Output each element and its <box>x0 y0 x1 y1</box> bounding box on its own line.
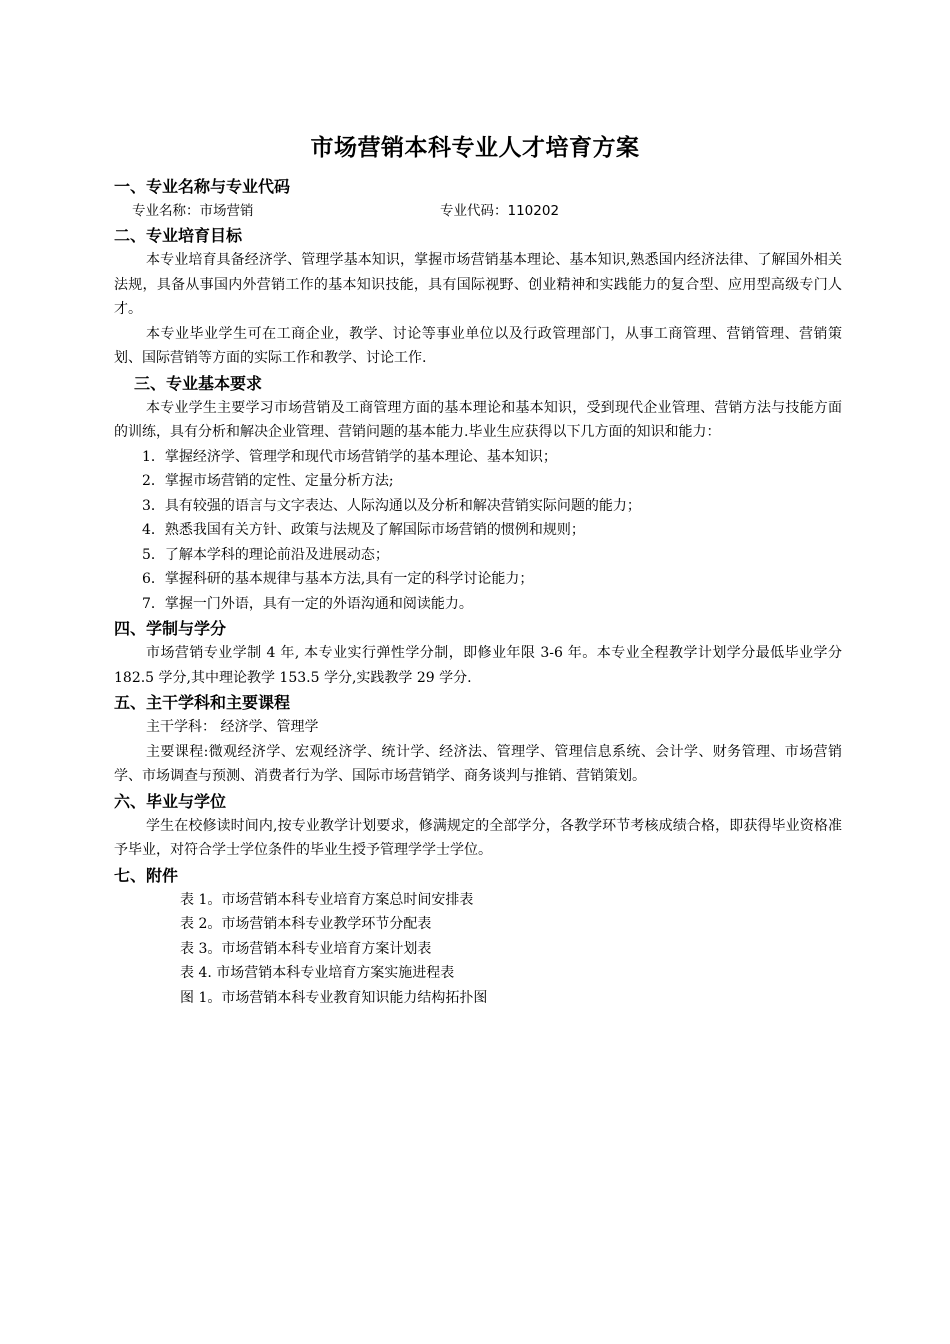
section-2-paragraph-2: 本专业毕业学生可在工商企业，教学、讨论等事业单位以及行政管理部门，从事工商管理、营销管理、营销策划、国际营销等方面的实际工作和教学、讨论工作. <box>114 325 842 366</box>
section-5-heading: 五、主干学科和主要课程 <box>114 693 291 712</box>
main-courses: 主要课程:微观经济学、宏观经济学、统计学、经济法、管理学、管理信息系统、会计学、财务管理、市场营销学、市场调查与预测、消费者行为学、国际市场营销学、商务谈判与推销、营销策划。 <box>114 743 842 784</box>
section-6-paragraph-1: 学生在校修读时间内,按专业教学计划要求，修满规定的全部学分，各教学环节考核成绩合格，即获得毕业资格准予毕业，对符合学士学位条件的毕业生授予管理学学士学位。 <box>114 817 842 858</box>
major-name: 专业名称：市场营销 <box>132 203 254 219</box>
major-code: 专业代码：110202 <box>440 203 560 219</box>
section-4-paragraph-1: 市场营销专业学制 4 年, 本专业实行弹性学分制，即修业年限 3-6 年。本专业全程教学计划学分最低毕业学分 182.5 学分,其中理论教学 153.5 学分,实践教学 29 学分. <box>114 645 842 686</box>
requirement-item: 2．掌握市场营销的定性、定量分析方法; <box>142 473 394 489</box>
attachment-item: 表 1。市场营销本科专业培育方案总时间安排表 <box>180 891 474 908</box>
requirement-item: 7．掌握一门外语，具有一定的外语沟通和阅读能力。 <box>142 595 473 612</box>
requirement-item: 6．掌握科研的基本规律与基本方法,具有一定的科学讨论能力； <box>142 571 534 587</box>
section-7-heading: 七、附件 <box>114 865 179 885</box>
attachment-item: 表 2。市场营销本科专业教学环节分配表 <box>180 916 432 932</box>
main-disciplines: 主干学科： 经济学、管理学 <box>146 719 319 735</box>
document-title: 市场营销本科专业人才培育方案 <box>310 135 640 161</box>
section-3-heading: 三、专业基本要求 <box>134 373 263 393</box>
requirement-item: 4．熟悉我国有关方针、政策与法规及了解国际市场营销的惯例和规则； <box>142 522 585 538</box>
attachment-item: 表 4. 市场营销本科专业培育方案实施进程表 <box>180 965 455 981</box>
section-2-paragraph-1: 本专业培育具备经济学、管理学基本知识，掌握市场营销基本理论、基本知识,熟悉国内经济法律、了解国外相关法规，具备从事国内外营销工作的基本知识技能，具有国际视野、创业精神和实践能力的复合型、应用型高级专门人才。 <box>114 252 842 317</box>
requirement-item: 1．掌握经济学、管理学和现代市场营销学的基本理论、基本知识； <box>142 448 557 465</box>
section-6-heading: 六、毕业与学位 <box>114 791 227 811</box>
requirement-item: 5．了解本学科的理论前沿及进展动态； <box>142 546 389 563</box>
attachment-item: 图 1。市场营销本科专业教育知识能力结构拓扑图 <box>180 989 488 1006</box>
section-3-paragraph-1: 本专业学生主要学习市场营销及工商管理方面的基本理论和基本知识，受到现代企业管理、营销方法与技能方面的训练，具有分析和解决企业管理、营销问题的基本能力.毕业生应获得以下几方面的知识和能力： <box>114 399 842 440</box>
attachment-item: 表 3。市场营销本科专业培育方案计划表 <box>180 940 432 957</box>
section-2-heading: 二、专业培育目标 <box>114 226 243 245</box>
section-1-heading: 一、专业名称与专业代码 <box>114 177 291 196</box>
requirement-item: 3．具有较强的语言与文字表达、人际沟通以及分析和解决营销实际问题的能力； <box>142 497 641 514</box>
document-body <box>114 174 842 1010</box>
major-info-row <box>114 199 842 223</box>
section-4-heading: 四、学制与学分 <box>114 619 227 638</box>
